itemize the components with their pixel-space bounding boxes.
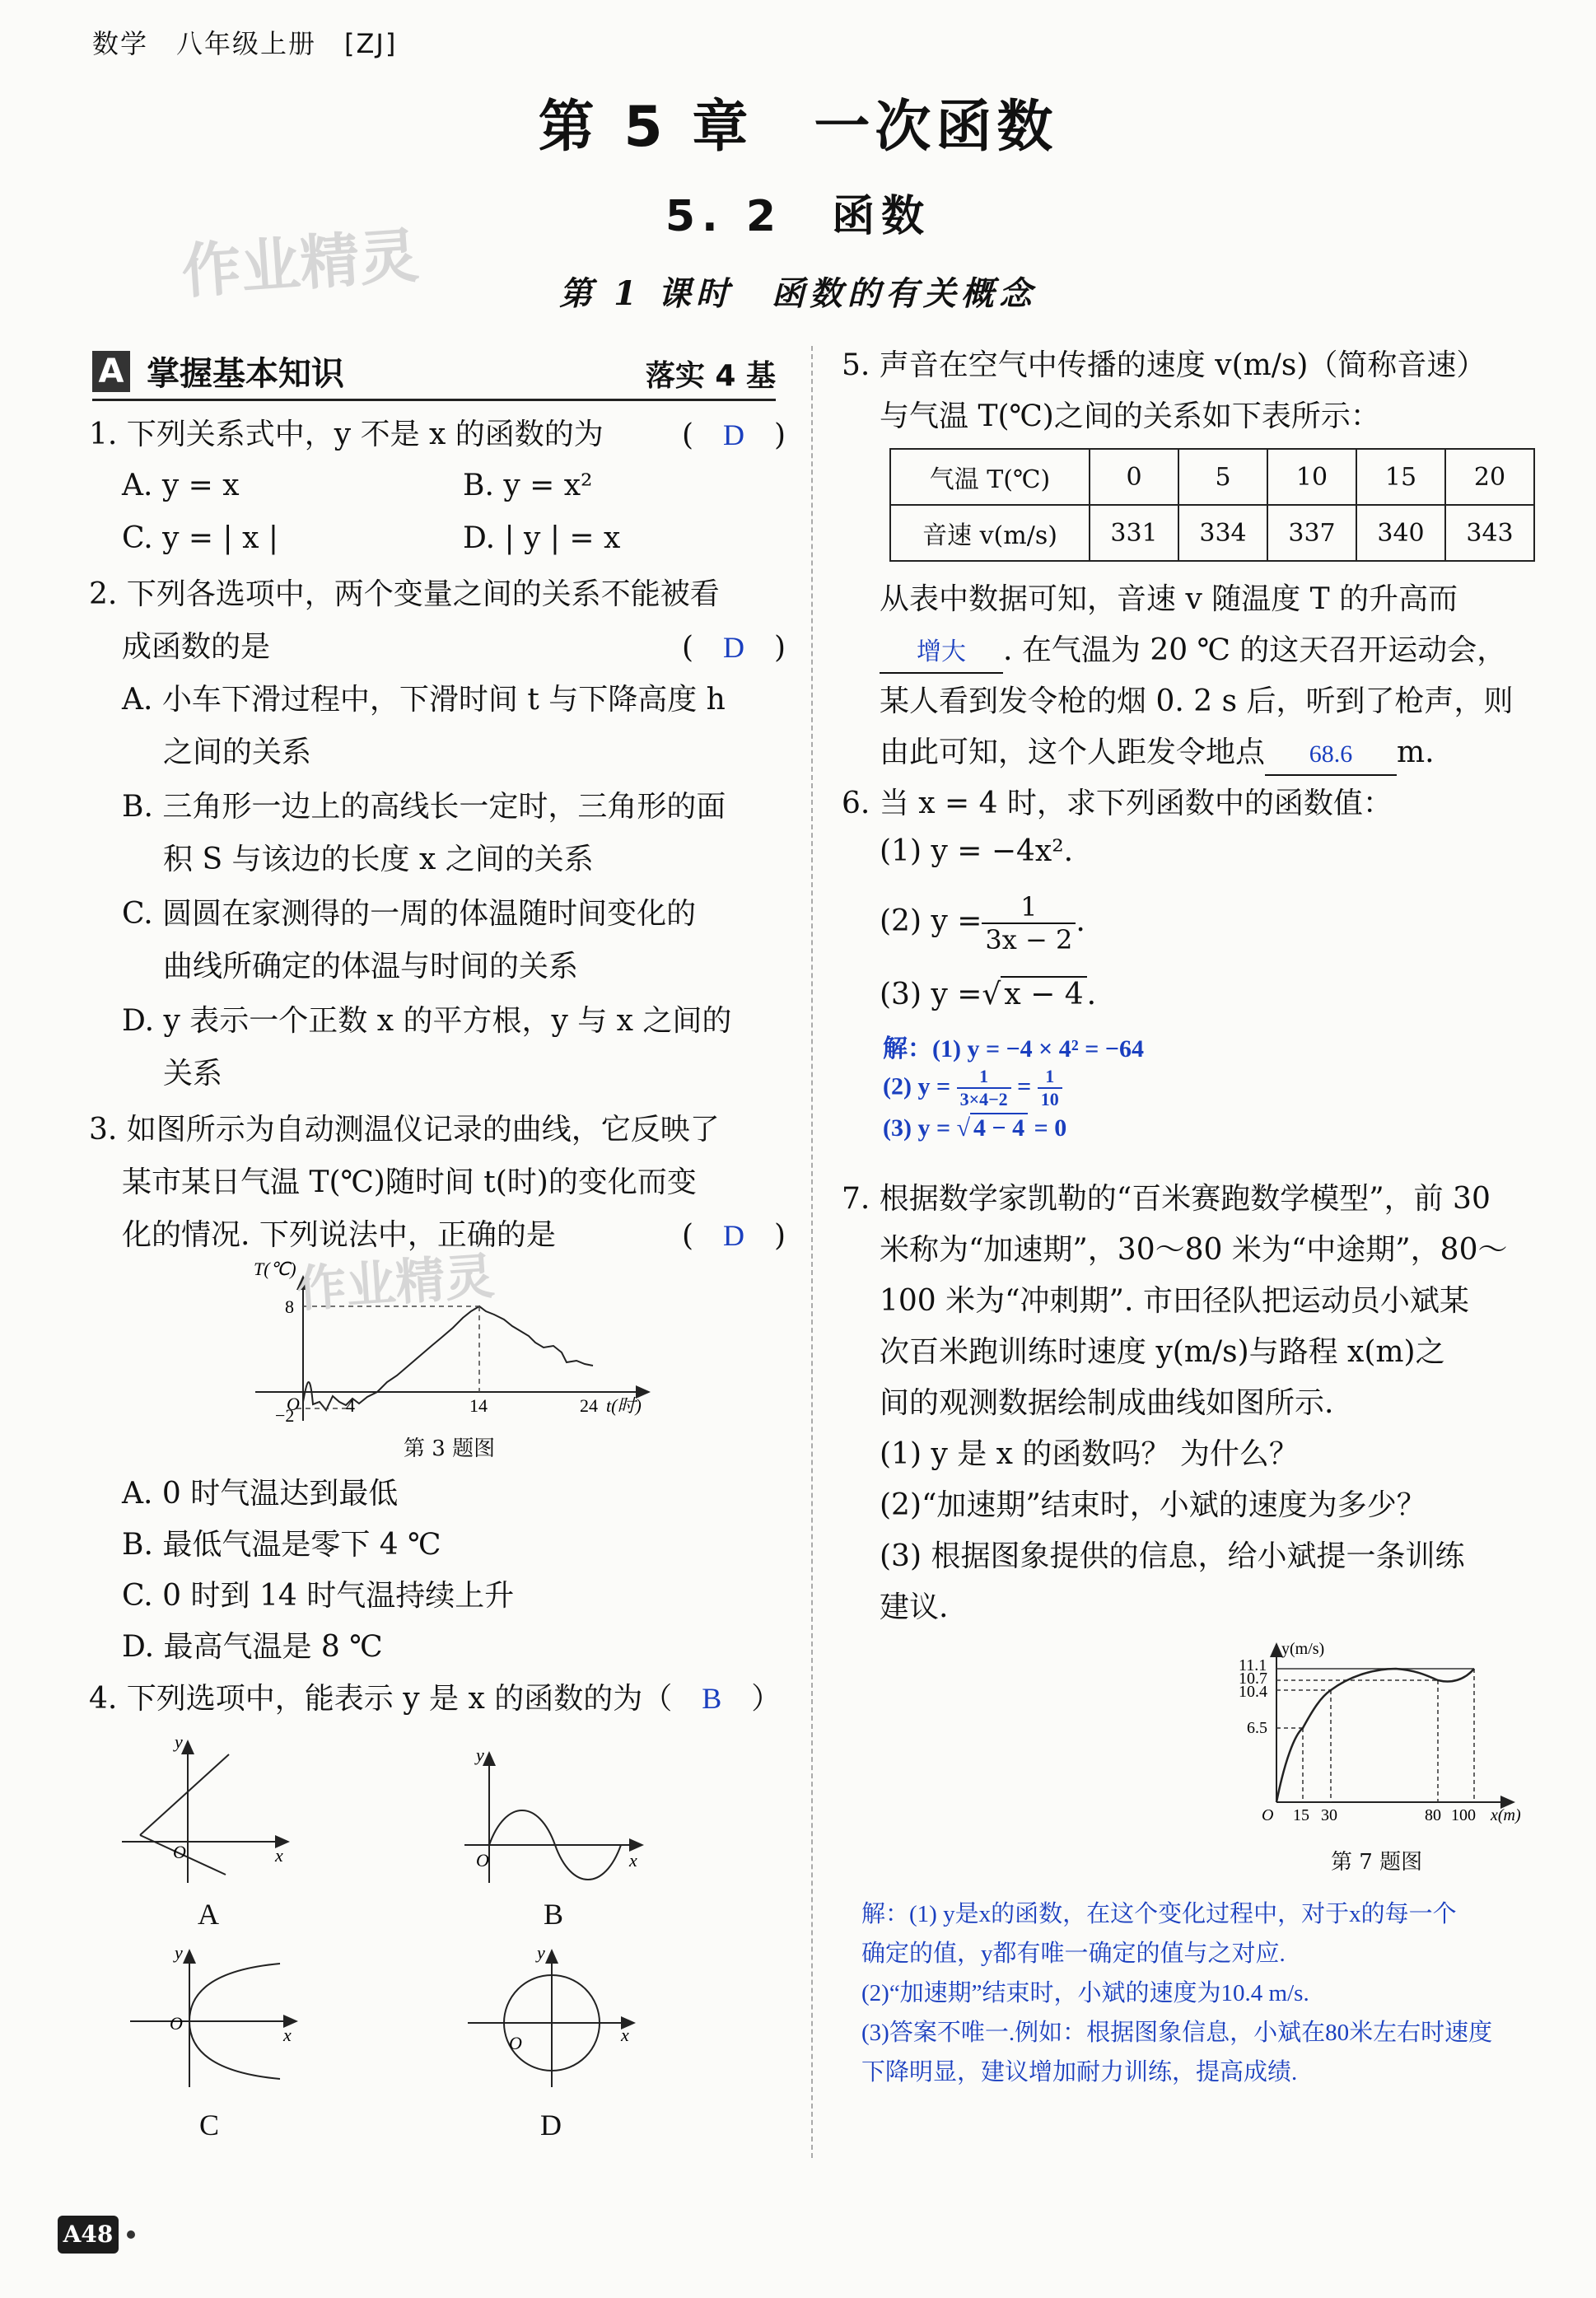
q4-label-d: D bbox=[540, 2109, 562, 2142]
q7-x-tick-15: 15 bbox=[1293, 1806, 1309, 1824]
q7-stem-line2: 米称为“加速期”，30～80 米为“中途期”，80～ bbox=[880, 1233, 1508, 1267]
q5-stem-line1: 5. 声音在空气中传播的速度 v(m/s)（简称音速） bbox=[842, 348, 1486, 382]
q5-stem-line2: 与气温 T(℃)之间的关系如下表所示： bbox=[880, 399, 1380, 433]
column-divider bbox=[811, 346, 813, 2158]
q6-part2-pre: (2) y = bbox=[880, 904, 982, 938]
q6-sol2-pre: (2) y = bbox=[883, 1072, 951, 1100]
q6-solution-3: (3) y = √ 4 − 4 = 0 bbox=[883, 1114, 1067, 1142]
q4-graph-d bbox=[461, 1939, 651, 2095]
q5-table-cell: 340 bbox=[1356, 505, 1445, 561]
q3-option-d: D. 最高气温是 8 ℃ bbox=[122, 1630, 383, 1664]
q3-caption: 第 3 题图 bbox=[404, 1436, 496, 1461]
q7-stem-line5: 间的观测数据绘制成曲线如图所示. bbox=[880, 1386, 1334, 1420]
watermark: 作业精灵 bbox=[179, 221, 422, 306]
q6-part2-num: 1 bbox=[982, 891, 1076, 924]
q5-blank-2: 68.6 bbox=[1265, 735, 1397, 776]
section-a-subtitle: 落实 4 基 bbox=[645, 359, 776, 393]
q3-stem-line3: 化的情况. 下列说法中，正确的是 bbox=[122, 1218, 556, 1252]
q7-caption: 第 7 题图 bbox=[1331, 1850, 1423, 1875]
q4-graph-c bbox=[124, 1939, 313, 2095]
q6-part3-radicand: x − 4 bbox=[1001, 976, 1086, 1011]
q4-graph-b bbox=[461, 1743, 651, 1891]
q7-speed-curve bbox=[1276, 1669, 1474, 1802]
q7-part2: (2)“加速期”结束时，小斌的速度为多少？ bbox=[880, 1488, 1426, 1522]
q5-table-head-temp: 气温 T(℃) bbox=[890, 449, 1090, 505]
q4-graph-a bbox=[115, 1730, 305, 1886]
q7-x-label: x(m) bbox=[1491, 1806, 1521, 1824]
q4a-line-2 bbox=[140, 1754, 229, 1835]
q1-option-d: D. | y | = x bbox=[463, 521, 621, 555]
q3-x-tick-4: 4 bbox=[346, 1395, 355, 1416]
q5-table-row-temp bbox=[890, 449, 1534, 505]
q6-part1: (1) y = −4x². bbox=[880, 834, 1074, 868]
section-a-title: 掌握基本知识 bbox=[147, 355, 344, 393]
q7-part1: (1) y 是 x 的函数吗？ 为什么？ bbox=[880, 1437, 1299, 1471]
q3-x-tick-24: 24 bbox=[580, 1395, 598, 1416]
q2-option-d-line2: 关系 bbox=[163, 1057, 223, 1091]
q7-y-tick-104: 10.4 bbox=[1239, 1683, 1267, 1701]
q4b-x-label: x bbox=[629, 1850, 637, 1871]
q5-table-cell: 5 bbox=[1178, 449, 1267, 505]
q5-table-row-speed bbox=[890, 505, 1534, 561]
q5-text-line2-rest: . 在气温为 20 ℃ 的这天召开运动会， bbox=[1003, 633, 1507, 667]
q3-origin: O bbox=[287, 1394, 300, 1414]
q6-sol2-den: 3×4−2 bbox=[959, 1089, 1008, 1110]
q4b-y-label: y bbox=[476, 1745, 484, 1765]
q6-sol2-frac1 bbox=[957, 1066, 1011, 1111]
chapter-title: 第 5 章 一次函数 bbox=[538, 95, 1058, 160]
q4c-y-label: y bbox=[175, 1942, 183, 1963]
q4a-y-label: y bbox=[175, 1731, 183, 1752]
q5-table-cell: 331 bbox=[1090, 505, 1178, 561]
q5-text-line3: 某人看到发令枪的烟 0. 2 s 后，听到了枪声，则 bbox=[880, 684, 1514, 718]
q6-sol2-eq: = bbox=[1017, 1072, 1032, 1100]
q2-option-b-line1: B. 三角形一边上的高线长一定时，三角形的面 bbox=[122, 790, 726, 824]
q4-stem bbox=[89, 1679, 781, 1719]
q2-option-c-line2: 曲线所确定的体温与时间的关系 bbox=[163, 950, 579, 983]
q6-sol2-num: 1 bbox=[957, 1066, 1011, 1089]
q5-text-line4-post: m. bbox=[1397, 736, 1435, 769]
page-number: A48 bbox=[58, 2216, 119, 2254]
q6-sol3-radicand: 4 − 4 bbox=[970, 1113, 1028, 1142]
q5-table-cell: 0 bbox=[1090, 449, 1178, 505]
page-dot bbox=[127, 2230, 135, 2239]
watermark-2: 作业精灵 bbox=[295, 1247, 497, 1319]
q1-answer: D bbox=[723, 418, 745, 451]
q4c-x-label: x bbox=[283, 2025, 292, 2045]
q5-table-head-speed: 音速 v(m/s) bbox=[890, 505, 1090, 561]
q6-part2-den: 3x − 2 bbox=[985, 924, 1073, 955]
q6-part3-pre: (3) y = bbox=[880, 978, 982, 1011]
q3-y-label: T(℃) bbox=[254, 1260, 296, 1279]
q6-part2-post: . bbox=[1076, 904, 1085, 938]
q1-option-c: C. y = | x | bbox=[122, 521, 278, 555]
q3-x-label: t(时) bbox=[606, 1395, 642, 1416]
q2-stem-line1: 2. 下列各选项中，两个变量之间的关系不能被看 bbox=[89, 577, 720, 611]
q7-y-tick-111: 11.1 bbox=[1239, 1656, 1267, 1674]
q6-solution-2 bbox=[883, 1066, 1062, 1111]
q1-option-b: B. y = x² bbox=[463, 469, 593, 502]
q4-label-a: A bbox=[198, 1898, 219, 1931]
q3-x-tick-14: 14 bbox=[469, 1395, 488, 1416]
section-a-badge: A bbox=[92, 351, 130, 392]
q6-stem: 6. 当 x = 4 时，求下列函数中的函数值： bbox=[842, 787, 1393, 820]
q7-solution-3b: 下降明显，建议增加耐力训练，提高成绩. bbox=[861, 2059, 1298, 2085]
q5-blank-1: 增大 bbox=[880, 633, 1003, 674]
q3-answer: D bbox=[723, 1219, 745, 1252]
q2-option-a-line1: A. 小车下滑过程中，下滑时间 t 与下降高度 h bbox=[122, 683, 726, 717]
q5-text-line4 bbox=[880, 733, 1435, 776]
q4-answer: B bbox=[702, 1682, 722, 1715]
q3-option-a: A. 0 时气温达到最低 bbox=[122, 1477, 399, 1511]
q2-option-a-line2: 之间的关系 bbox=[163, 736, 312, 769]
q6-sol2-frac2 bbox=[1038, 1066, 1062, 1111]
q5-text-line4-pre: 由此可知，这个人距发令地点 bbox=[880, 736, 1266, 769]
q5-table-cell: 343 bbox=[1445, 505, 1534, 561]
q7-solution-1: 解：(1) y是x的函数，在这个变化过程中，对于x的每一个 bbox=[861, 1901, 1457, 1927]
q7-part3-line2: 建议. bbox=[880, 1590, 949, 1624]
q1-answer-bracket: ( D ) bbox=[682, 418, 786, 452]
q5-table-cell: 15 bbox=[1356, 449, 1445, 505]
q5-text-line1: 从表中数据可知，音速 v 随温度 T 的升高而 bbox=[880, 582, 1458, 616]
q2-answer-bracket: ( D ) bbox=[682, 631, 786, 665]
q4d-y-label: y bbox=[537, 1942, 545, 1963]
q3-stem-line1: 3. 如图所示为自动测温仪记录的曲线，它反映了 bbox=[89, 1113, 720, 1147]
q4d-x-label: x bbox=[621, 2025, 629, 2045]
q4c-origin: O bbox=[170, 2013, 183, 2034]
q7-origin: O bbox=[1262, 1806, 1274, 1824]
q7-x-tick-30: 30 bbox=[1321, 1806, 1337, 1824]
q7-x-tick-80: 80 bbox=[1425, 1806, 1441, 1824]
q5-table-cell: 337 bbox=[1267, 505, 1356, 561]
q5-text-line2 bbox=[880, 631, 1506, 674]
q4b-origin: O bbox=[476, 1850, 489, 1871]
running-header: 数学 八年级上册 [ZJ] bbox=[92, 28, 398, 59]
q7-y-tick-107: 10.7 bbox=[1239, 1670, 1267, 1688]
q4-stem-text: 4. 下列选项中，能表示 y 是 x 的函数的为（ bbox=[89, 1682, 673, 1716]
q1-stem: 1. 下列关系式中，y 不是 x 的函数的为 bbox=[89, 418, 604, 451]
q3-y-tick-neg2: −2 bbox=[275, 1405, 295, 1425]
q2-option-b-line2: 积 S 与该边的长度 x 之间的关系 bbox=[163, 843, 594, 876]
q5-table-cell: 10 bbox=[1267, 449, 1356, 505]
q6-part2 bbox=[880, 885, 1085, 959]
q2-answer: D bbox=[723, 631, 745, 664]
q7-stem-line3: 100 米为“冲刺期”. 市田径队把运动员小斌某 bbox=[880, 1284, 1469, 1318]
q5-sound-table bbox=[889, 448, 1535, 562]
q7-stem-line1: 7. 根据数学家凯勒的“百米赛跑数学模型”，前 30 bbox=[842, 1182, 1491, 1216]
q4-stem-end: ） bbox=[751, 1682, 782, 1716]
q2-stem-line2: 成函数的是 bbox=[122, 630, 271, 664]
section-title: 5. 2 函数 bbox=[665, 192, 931, 241]
q7-solution-3: (3)答案不唯一.例如：根据图象信息，小斌在80米左右时速度 bbox=[861, 2020, 1493, 2046]
q7-y-label: y(m/s) bbox=[1281, 1640, 1325, 1658]
q6-sol2-rnum: 1 bbox=[1038, 1066, 1062, 1089]
q7-part3-line1: (3) 根据图象提供的信息，给小斌提一条训练 bbox=[880, 1539, 1465, 1573]
q3-y-tick-8: 8 bbox=[285, 1296, 294, 1317]
q6-sol3-post: = 0 bbox=[1034, 1114, 1067, 1142]
q6-part2-fraction bbox=[982, 891, 1076, 956]
q4a-origin: O bbox=[173, 1842, 186, 1862]
q6-solution-1: 解：(1) y = −4 × 4² = −64 bbox=[883, 1035, 1144, 1063]
q7-y-tick-65: 6.5 bbox=[1247, 1719, 1267, 1737]
q5-table-cell: 334 bbox=[1178, 505, 1267, 561]
lesson-title: 第 1 课时 函数的有关概念 bbox=[559, 274, 1037, 313]
q7-solution-1b: 确定的值，y都有唯一确定的值与之对应. bbox=[861, 1941, 1286, 1967]
q4d-origin: O bbox=[509, 2033, 522, 2053]
q7-speed-graph bbox=[1227, 1637, 1540, 1835]
q3-answer-bracket: ( D ) bbox=[682, 1219, 786, 1253]
q4a-x-label: x bbox=[275, 1845, 283, 1866]
q7-x-tick-100: 100 bbox=[1451, 1806, 1476, 1824]
q6-sol3-pre: (3) y = bbox=[883, 1114, 951, 1142]
q6-part3: (3) y =√ x − 4 . bbox=[880, 978, 1097, 1011]
q3-option-b: B. 最低气温是零下 4 ℃ bbox=[122, 1528, 441, 1562]
q7-stem-line4: 次百米跑训练时速度 y(m/s)与路程 x(m)之 bbox=[880, 1335, 1445, 1369]
section-a-header bbox=[92, 344, 776, 401]
q7-solution-2: (2)“加速期”结束时，小斌的速度为10.4 m/s. bbox=[861, 1980, 1309, 2006]
q6-part3-post: . bbox=[1086, 978, 1097, 1011]
q1-option-a: A. y = x bbox=[122, 469, 240, 502]
q2-option-d-line1: D. y 表示一个正数 x 的平方根，y 与 x 之间的 bbox=[122, 1004, 732, 1038]
q3-option-c: C. 0 时到 14 时气温持续上升 bbox=[122, 1579, 515, 1613]
q3-stem-line2: 某市某日气温 T(℃)随时间 t(时)的变化而变 bbox=[122, 1165, 697, 1199]
q5-table-cell: 20 bbox=[1445, 449, 1534, 505]
q4-label-c: C bbox=[199, 2109, 220, 2142]
q6-sol2-rden: 10 bbox=[1040, 1089, 1059, 1110]
q2-option-c-line1: C. 圆圆在家测得的一周的体温随时间变化的 bbox=[122, 897, 697, 931]
q4-label-b: B bbox=[544, 1898, 564, 1931]
